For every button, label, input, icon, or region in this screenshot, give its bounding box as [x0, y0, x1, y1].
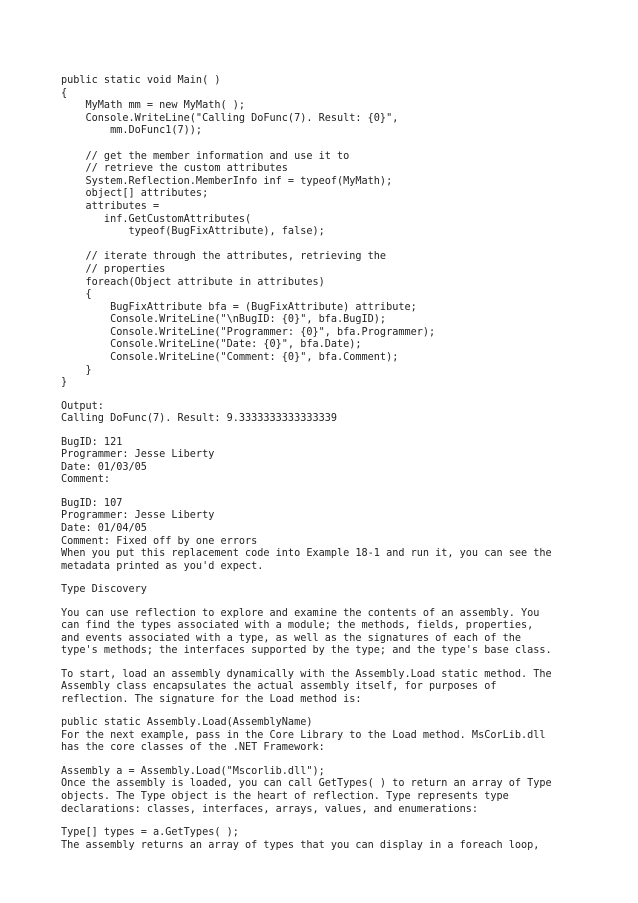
code-line: Console.WriteLine("Calling DoFunc(7). Result: {0}",: [61, 112, 399, 124]
body-line: For the next example, pass in the Core Library to the Load method. MsCorLib.dll: [61, 729, 546, 741]
body-line: type's methods; the interfaces supported by the type; and the type's base class.: [61, 645, 552, 657]
body-line: You can use reflection to explore and examine the contents of an assembly. You: [61, 607, 540, 619]
code-line: // retrieve the custom attributes: [61, 163, 288, 175]
paragraph-4: [61, 766, 621, 816]
code-line: mm.DoFunc1(7));: [61, 125, 203, 137]
paragraph-5: [61, 827, 621, 852]
code-line: [61, 138, 621, 151]
code-line: Console.WriteLine("Comment: {0}", bfa.Comment);: [61, 352, 399, 364]
bug-line: Comment: Fixed off by one errors: [61, 535, 258, 547]
code-line: }: [61, 364, 92, 376]
code-line: // properties: [61, 263, 166, 275]
code-line: System.Reflection.MemberInfo inf = typeof(MyMath);: [61, 175, 393, 187]
paragraph-3: [61, 717, 621, 755]
code-line: {: [61, 289, 92, 301]
section-heading: Type Discovery: [61, 584, 147, 596]
body-line: When you put this replacement code into Example 18-1 and run it, you can see the: [61, 548, 552, 560]
code-main-block: [61, 75, 621, 390]
code-line: Console.WriteLine("Programmer: {0}", bfa.Programmer);: [61, 326, 436, 338]
code-line: {: [61, 87, 68, 99]
bug-line: Comment:: [61, 474, 111, 486]
bug-line: BugID: 107: [61, 497, 123, 509]
bug-line: BugID: 121: [61, 436, 123, 448]
output-line: Calling DoFunc(7). Result: 9.3333333333333339: [61, 413, 338, 425]
body-line: Assembly a = Assembly.Load("Mscorlib.dll");: [61, 765, 325, 777]
code-line: [61, 239, 621, 252]
code-line: Console.WriteLine("\nBugID: {0}", bfa.BugID);: [61, 314, 387, 326]
body-line: Type[] types = a.GetTypes( );: [61, 827, 239, 839]
code-line: typeof(BugFixAttribute), false);: [61, 226, 325, 238]
body-line: has the core classes of the .NET Framework:: [61, 742, 325, 754]
bug-line: Date: 01/03/05: [61, 461, 147, 473]
code-line: attributes =: [61, 200, 160, 212]
code-line: // iterate through the attributes, retrieving the: [61, 251, 387, 263]
code-line: Console.WriteLine("Date: {0}", bfa.Date);: [61, 339, 362, 351]
body-line: Assembly class encapsulates the actual assembly itself, for purposes of: [61, 681, 497, 693]
output-line: Output:: [61, 400, 104, 412]
body-line: public static Assembly.Load(AssemblyName): [61, 717, 313, 729]
output-block: [61, 401, 621, 426]
code-line: }: [61, 377, 68, 389]
body-line: can find the types associated with a module; the methods, fields, properties,: [61, 620, 534, 632]
code-line: MyMath mm = new MyMath( );: [61, 100, 246, 112]
code-line: public static void Main( ): [61, 75, 221, 86]
bug-line: Date: 01/04/05: [61, 522, 147, 534]
body-line: metadata printed as you'd expect.: [61, 560, 264, 572]
code-line: inf.GetCustomAttributes(: [61, 213, 252, 225]
body-line: objects. The Type object is the heart of reflection. Type represents type: [61, 791, 509, 803]
paragraph-1: [61, 608, 621, 658]
body-line: and events associated with a type, as well as the signatures of each of the: [61, 632, 522, 644]
code-line: object[] attributes;: [61, 188, 209, 200]
bug-line: Programmer: Jesse Liberty: [61, 510, 215, 522]
code-line: // get the member information and use it to: [61, 150, 350, 162]
bug-record-1: [61, 437, 621, 487]
body-line: reflection. The signature for the Load method is:: [61, 693, 362, 705]
code-line: foreach(Object attribute in attributes): [61, 276, 325, 288]
code-line: BugFixAttribute bfa = (BugFixAttribute) attribute;: [61, 301, 417, 313]
bug-line: Programmer: Jesse Liberty: [61, 449, 215, 461]
body-line: To start, load an assembly dynamically with the Assembly.Load static method. The: [61, 668, 552, 680]
document-text: [61, 75, 621, 852]
body-line: The assembly returns an array of types that you can display in a foreach loop,: [61, 839, 540, 851]
body-line: declarations: classes, interfaces, arrays, values, and enumerations:: [61, 803, 479, 815]
body-line: Once the assembly is loaded, you can call GetTypes( ) to return an array of Type: [61, 778, 552, 790]
paragraph-2: [61, 669, 621, 707]
bug-record-2: [61, 498, 621, 574]
